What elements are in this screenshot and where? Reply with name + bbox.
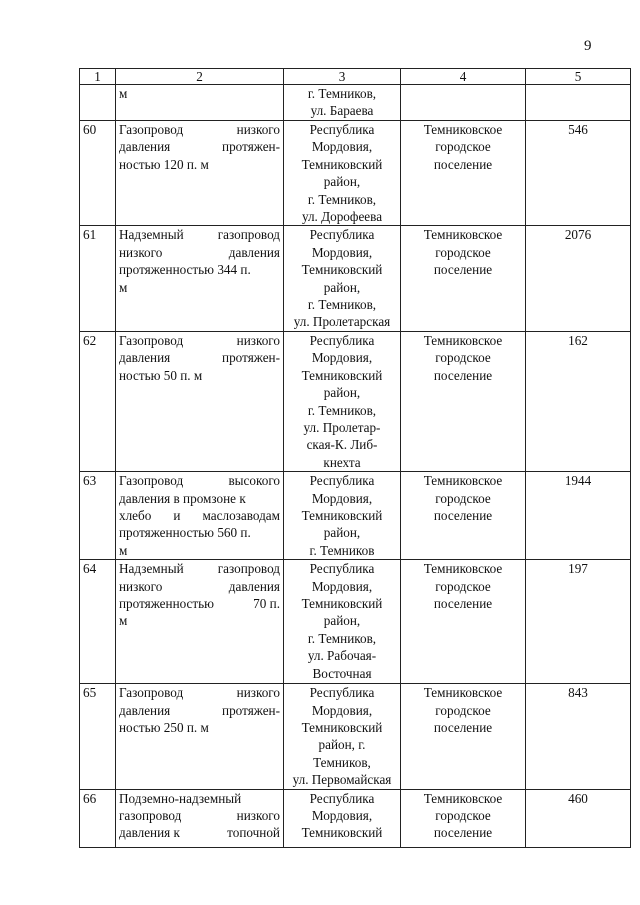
name-word: низкого [236,332,280,348]
location-line: Республика [309,473,375,489]
cell-number: 62 [80,331,116,471]
owner-line: Темниковское [423,561,503,577]
assets-table [79,68,631,848]
location-line: ул. Первомайская [292,772,392,788]
owner-line: поселение [433,507,493,523]
location-line: Республика [309,332,375,348]
column-header: 3 [284,69,401,85]
cell-number: 61 [80,226,116,331]
name-line [119,244,280,261]
name-word: протяжен- [222,350,280,366]
table-row [80,472,631,560]
name-line [119,542,280,559]
name-word: давления в промзоне к [119,490,246,506]
location-line: ская-К. Либ- [306,437,378,453]
name-line [119,138,280,155]
location-line: Республика [309,561,375,577]
name-word: низкого [236,122,280,137]
location-line: ул. Пролетарская [293,314,391,330]
owner-line: городское [435,490,491,506]
owner-line: городское [435,244,491,260]
owner-line: Темниковское [423,227,503,243]
table-row [80,85,631,121]
cell-location [284,331,401,471]
cell-location [284,226,401,331]
name-line [119,349,280,366]
name-line [119,472,280,489]
name-word: газопровод [119,808,182,823]
cell-value: 162 [526,331,631,471]
name-word: протяжен- [222,139,280,155]
name-word: высокого [228,473,280,489]
owner-line: Темниковское [423,473,503,489]
location-line: Темниковский [301,156,383,172]
column-header: 4 [401,69,526,85]
name-line [119,490,280,507]
name-line [119,156,280,173]
name-line [119,578,280,595]
name-word: давления [119,350,171,366]
table-row [80,121,631,226]
cell-number [80,85,116,121]
location-line: Темниковский [301,719,383,735]
table-row [80,789,631,847]
cell-object-name [116,560,284,684]
location-line: Темниковский [301,825,383,841]
name-line [119,719,280,736]
cell-number: 66 [80,789,116,847]
name-word: хлебо [119,507,152,523]
name-word: давления к [119,825,180,841]
location-line: Темниковский [301,262,383,278]
name-line [119,560,280,577]
name-word: низкого [119,244,163,260]
owner-line: поселение [433,719,493,735]
name-line [119,684,280,701]
cell-value [526,85,631,121]
name-word: маслозаводам [202,507,280,523]
name-line [119,261,280,278]
cell-object-name [116,121,284,226]
location-line: Мордовия, [311,808,373,823]
location-line: район, [323,174,361,190]
location-line: район, [323,525,361,541]
name-word: давления [228,244,280,260]
location-line: г. Темников, [307,630,377,646]
name-line [119,332,280,349]
cell-owner [401,85,526,121]
name-word: протяженностью 344 п. [119,262,251,278]
cell-object-name [116,331,284,471]
name-word: ностью 250 п. м [119,719,209,735]
location-line: ул. Дорофеева [301,209,383,225]
column-header: 1 [80,69,116,85]
location-line: Мордовия, [311,702,373,718]
name-line [119,226,280,243]
name-word: протяжен- [222,702,280,718]
location-line: Республика [309,122,375,137]
location-line: район, [323,385,361,401]
name-line [119,807,280,824]
name-line [119,612,280,629]
owner-line: поселение [433,367,493,383]
cell-value: 1944 [526,472,631,560]
name-line [119,824,280,841]
name-line [119,507,280,524]
cell-owner [401,789,526,847]
owner-line: Темниковское [423,790,503,806]
page-number: 9 [584,38,592,54]
table-row [80,684,631,789]
name-word: м [119,613,128,629]
location-line: Республика [309,227,375,243]
cell-value: 546 [526,121,631,226]
cell-number: 64 [80,560,116,684]
name-word: 70 п. [253,595,280,611]
name-line [119,524,280,541]
cell-location [284,472,401,560]
cell-location [284,789,401,847]
name-word: давления [119,702,171,718]
name-word: м [119,86,128,101]
name-word: Подземно-надземный [119,790,242,806]
column-header: 5 [526,69,631,85]
cell-number: 63 [80,472,116,560]
cell-value: 2076 [526,226,631,331]
table-row [80,560,631,684]
name-line [119,702,280,719]
location-line: ул. Пролетар- [303,419,381,435]
table-body [80,69,631,848]
owner-line: Темниковское [423,685,503,701]
location-line: г. Темников, [307,86,377,101]
name-word: и [173,507,181,523]
column-header: 2 [116,69,284,85]
owner-line: поселение [433,825,493,841]
location-line: кнехта [323,454,361,470]
location-line: Темниковский [301,367,383,383]
cell-object-name [116,226,284,331]
cell-owner [401,472,526,560]
name-word: Газопровод [119,332,184,348]
cell-owner [401,684,526,789]
cell-value: 843 [526,684,631,789]
location-line: Мордовия, [311,244,373,260]
cell-number: 60 [80,121,116,226]
owner-line: городское [435,702,491,718]
name-word: низкого [236,685,280,701]
owner-line: городское [435,578,491,594]
name-word: м [119,542,128,558]
owner-line: Темниковское [423,122,503,137]
location-line: г. Темников, [307,191,377,207]
cell-object-name [116,472,284,560]
name-word: Газопровод [119,473,184,489]
cell-location [284,560,401,684]
name-word: ностью 50 п. м [119,367,203,383]
name-word: Газопровод [119,122,184,137]
location-line: район, [323,613,361,629]
location-line: Республика [309,790,375,806]
cell-owner [401,560,526,684]
cell-object-name [116,684,284,789]
name-line [119,367,280,384]
name-word: Надземный [119,227,184,243]
location-line: г. Темников, [307,297,377,313]
cell-object-name [116,789,284,847]
cell-object-name [116,85,284,121]
table-row [80,226,631,331]
owner-line: поселение [433,595,493,611]
location-line: Мордовия, [311,139,373,155]
name-word: протяженностью [119,595,215,611]
cell-value: 197 [526,560,631,684]
table-row [80,331,631,471]
name-word: Надземный [119,561,184,577]
name-word: давления [228,578,280,594]
owner-line: городское [435,139,491,155]
location-line: Мордовия, [311,350,373,366]
location-line: Мордовия, [311,578,373,594]
name-line [119,790,280,807]
name-word: давления [119,139,171,155]
name-line [119,595,280,612]
owner-line: Темниковское [423,332,503,348]
name-word: м [119,279,128,295]
cell-owner [401,121,526,226]
name-word: низкого [236,808,280,823]
name-word: газопровод [217,561,280,577]
location-line: Восточная [312,665,372,681]
cell-location [284,121,401,226]
cell-location [284,85,401,121]
location-line: г. Темников [309,542,375,558]
cell-location [284,684,401,789]
owner-line: поселение [433,156,493,172]
owner-line: поселение [433,262,493,278]
cell-value: 460 [526,789,631,847]
table-header-row [80,69,631,85]
name-line [119,121,280,138]
location-line: район, [323,279,361,295]
location-line: Темниковский [301,595,383,611]
cell-number: 65 [80,684,116,789]
name-word: протяженностью 560 п. [119,525,251,541]
location-line: Республика [309,685,375,701]
location-line: Темниковский [301,507,383,523]
location-line: Мордовия, [311,490,373,506]
name-word: газопровод [217,227,280,243]
name-word: низкого [119,578,163,594]
location-line: ул. Рабочая- [307,648,377,664]
owner-line: городское [435,808,491,823]
cell-owner [401,331,526,471]
name-line [119,279,280,296]
location-line: г. Темников, [307,402,377,418]
name-word: ностью 120 п. м [119,156,209,172]
location-line: Темников, [313,754,371,770]
name-word: топочной [227,825,280,841]
cell-owner [401,226,526,331]
name-line [119,85,280,102]
location-line: район, г. [318,737,366,753]
location-line: ул. Бараева [310,103,374,119]
name-word: Газопровод [119,685,184,701]
owner-line: городское [435,350,491,366]
